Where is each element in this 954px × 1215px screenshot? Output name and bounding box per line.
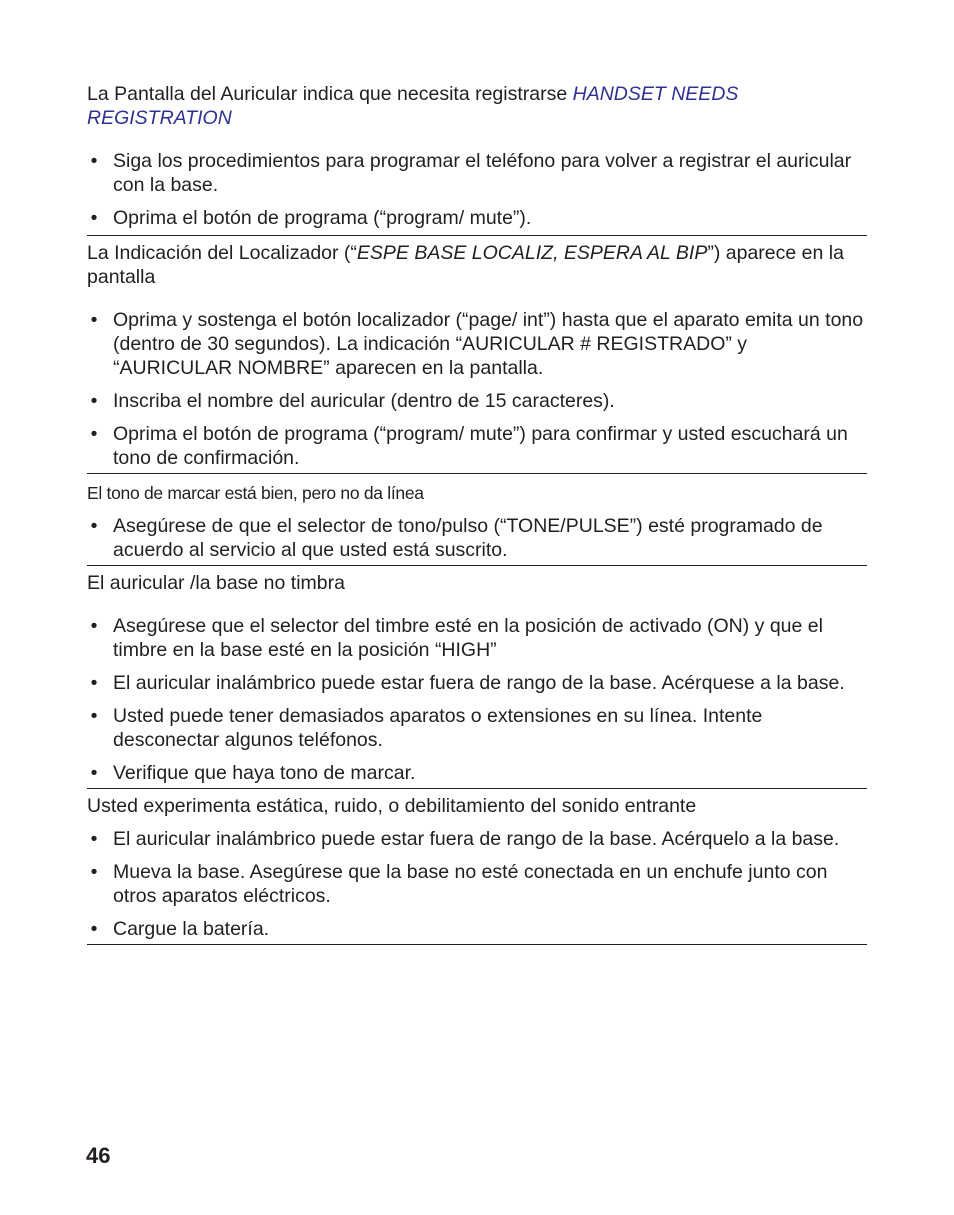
section-heading [87,241,867,289]
list-item [87,917,867,941]
list-item [87,514,867,562]
list-item-text: Asegúrese de que el selector de tono/pulso (“TONE/PULSE”) esté programado de acuerdo al servicio al que usted está suscrito. [113,515,823,561]
bullet: • [90,828,98,850]
bullet: • [90,515,98,537]
item-list [87,514,867,562]
item-list [87,614,867,785]
section-handset-needs-registration [87,82,867,236]
section-heading: Usted experimenta estática, ruido, o debilitamiento del sonido entrante [87,795,697,817]
bullet: • [90,390,98,412]
bullet: • [90,861,98,883]
section-no-ring [87,566,867,789]
heading-emphasis: HANDSET NEEDS REGISTRATION [87,83,739,129]
list-item-text: Inscriba el nombre del auricular (dentro de 15 caracteres). [113,390,615,412]
list-item-text: El auricular inalámbrico puede estar fuera de rango de la base. Acérquese a la base. [113,672,845,694]
list-item [87,149,867,197]
item-list [87,308,867,470]
bullet: • [90,705,98,727]
heading-suffix: ”) aparece en la pantalla [87,242,844,288]
bullet: • [90,918,98,940]
section-heading: El tono de marcar está bien, pero no da línea [87,483,424,503]
bullet: • [90,309,98,331]
item-list [87,149,867,230]
list-item-text: Asegúrese que el selector del timbre esté en la posición de activado (ON) y que el timbre en la base esté en la posición “HIGH” [113,615,823,661]
troubleshooting-page [87,82,867,945]
list-item [87,308,867,380]
item-list [87,827,867,941]
bullet: • [90,672,98,694]
list-item-text: Siga los procedimientos para programar el teléfono para volver a registrar el auricular con la base. [113,150,852,196]
list-item [87,389,867,413]
list-item [87,761,867,785]
section-heading [87,82,867,130]
list-item [87,827,867,851]
list-item-text: Oprima el botón de programa (“program/ mute”) para confirmar y usted escuchará un tono de confirmación. [113,423,848,469]
list-item-text: Verifique que haya tono de marcar. [113,762,416,784]
page-number: 46 [86,1143,111,1168]
list-item [87,860,867,908]
list-item [87,614,867,662]
bullet: • [90,423,98,445]
list-item-text: Cargue la batería. [113,918,270,940]
bullet: • [90,615,98,637]
heading-emphasis: ESPE BASE LOCALIZ, ESPERA AL BIP [356,242,708,264]
section-static-noise [87,789,867,945]
section-paging-indication [87,236,867,474]
list-item-text: Usted puede tener demasiados aparatos o extensiones en su línea. Intente desconectar algunos teléfonos. [113,705,763,751]
list-item [87,704,867,752]
list-item [87,422,867,470]
list-item-text: Oprima y sostenga el botón localizador (“page/ int”) hasta que el aparato emita un tono (dentro de 30 segundos). La indicación “AURICULAR # REGISTRADO” y “AURICULAR NOMBRE” aparecen en la pantalla. [113,309,864,379]
list-item-text: Mueva la base. Asegúrese que la base no esté conectada en un enchufe junto con otros aparatos eléctricos. [113,861,828,907]
list-item [87,206,867,230]
list-item-text: El auricular inalámbrico puede estar fuera de rango de la base. Acérquelo a la base. [113,828,840,850]
section-heading: El auricular /la base no timbra [87,572,345,594]
heading-prefix: La Indicación del Localizador (“ [87,242,357,264]
section-dial-tone-ok [87,474,867,566]
heading-text: La Pantalla del Auricular indica que necesita registrarse [87,83,573,105]
list-item [87,671,867,695]
bullet: • [90,207,98,229]
list-item-text: Oprima el botón de programa (“program/ mute”). [113,207,532,229]
bullet: • [90,150,98,172]
bullet: • [90,762,98,784]
